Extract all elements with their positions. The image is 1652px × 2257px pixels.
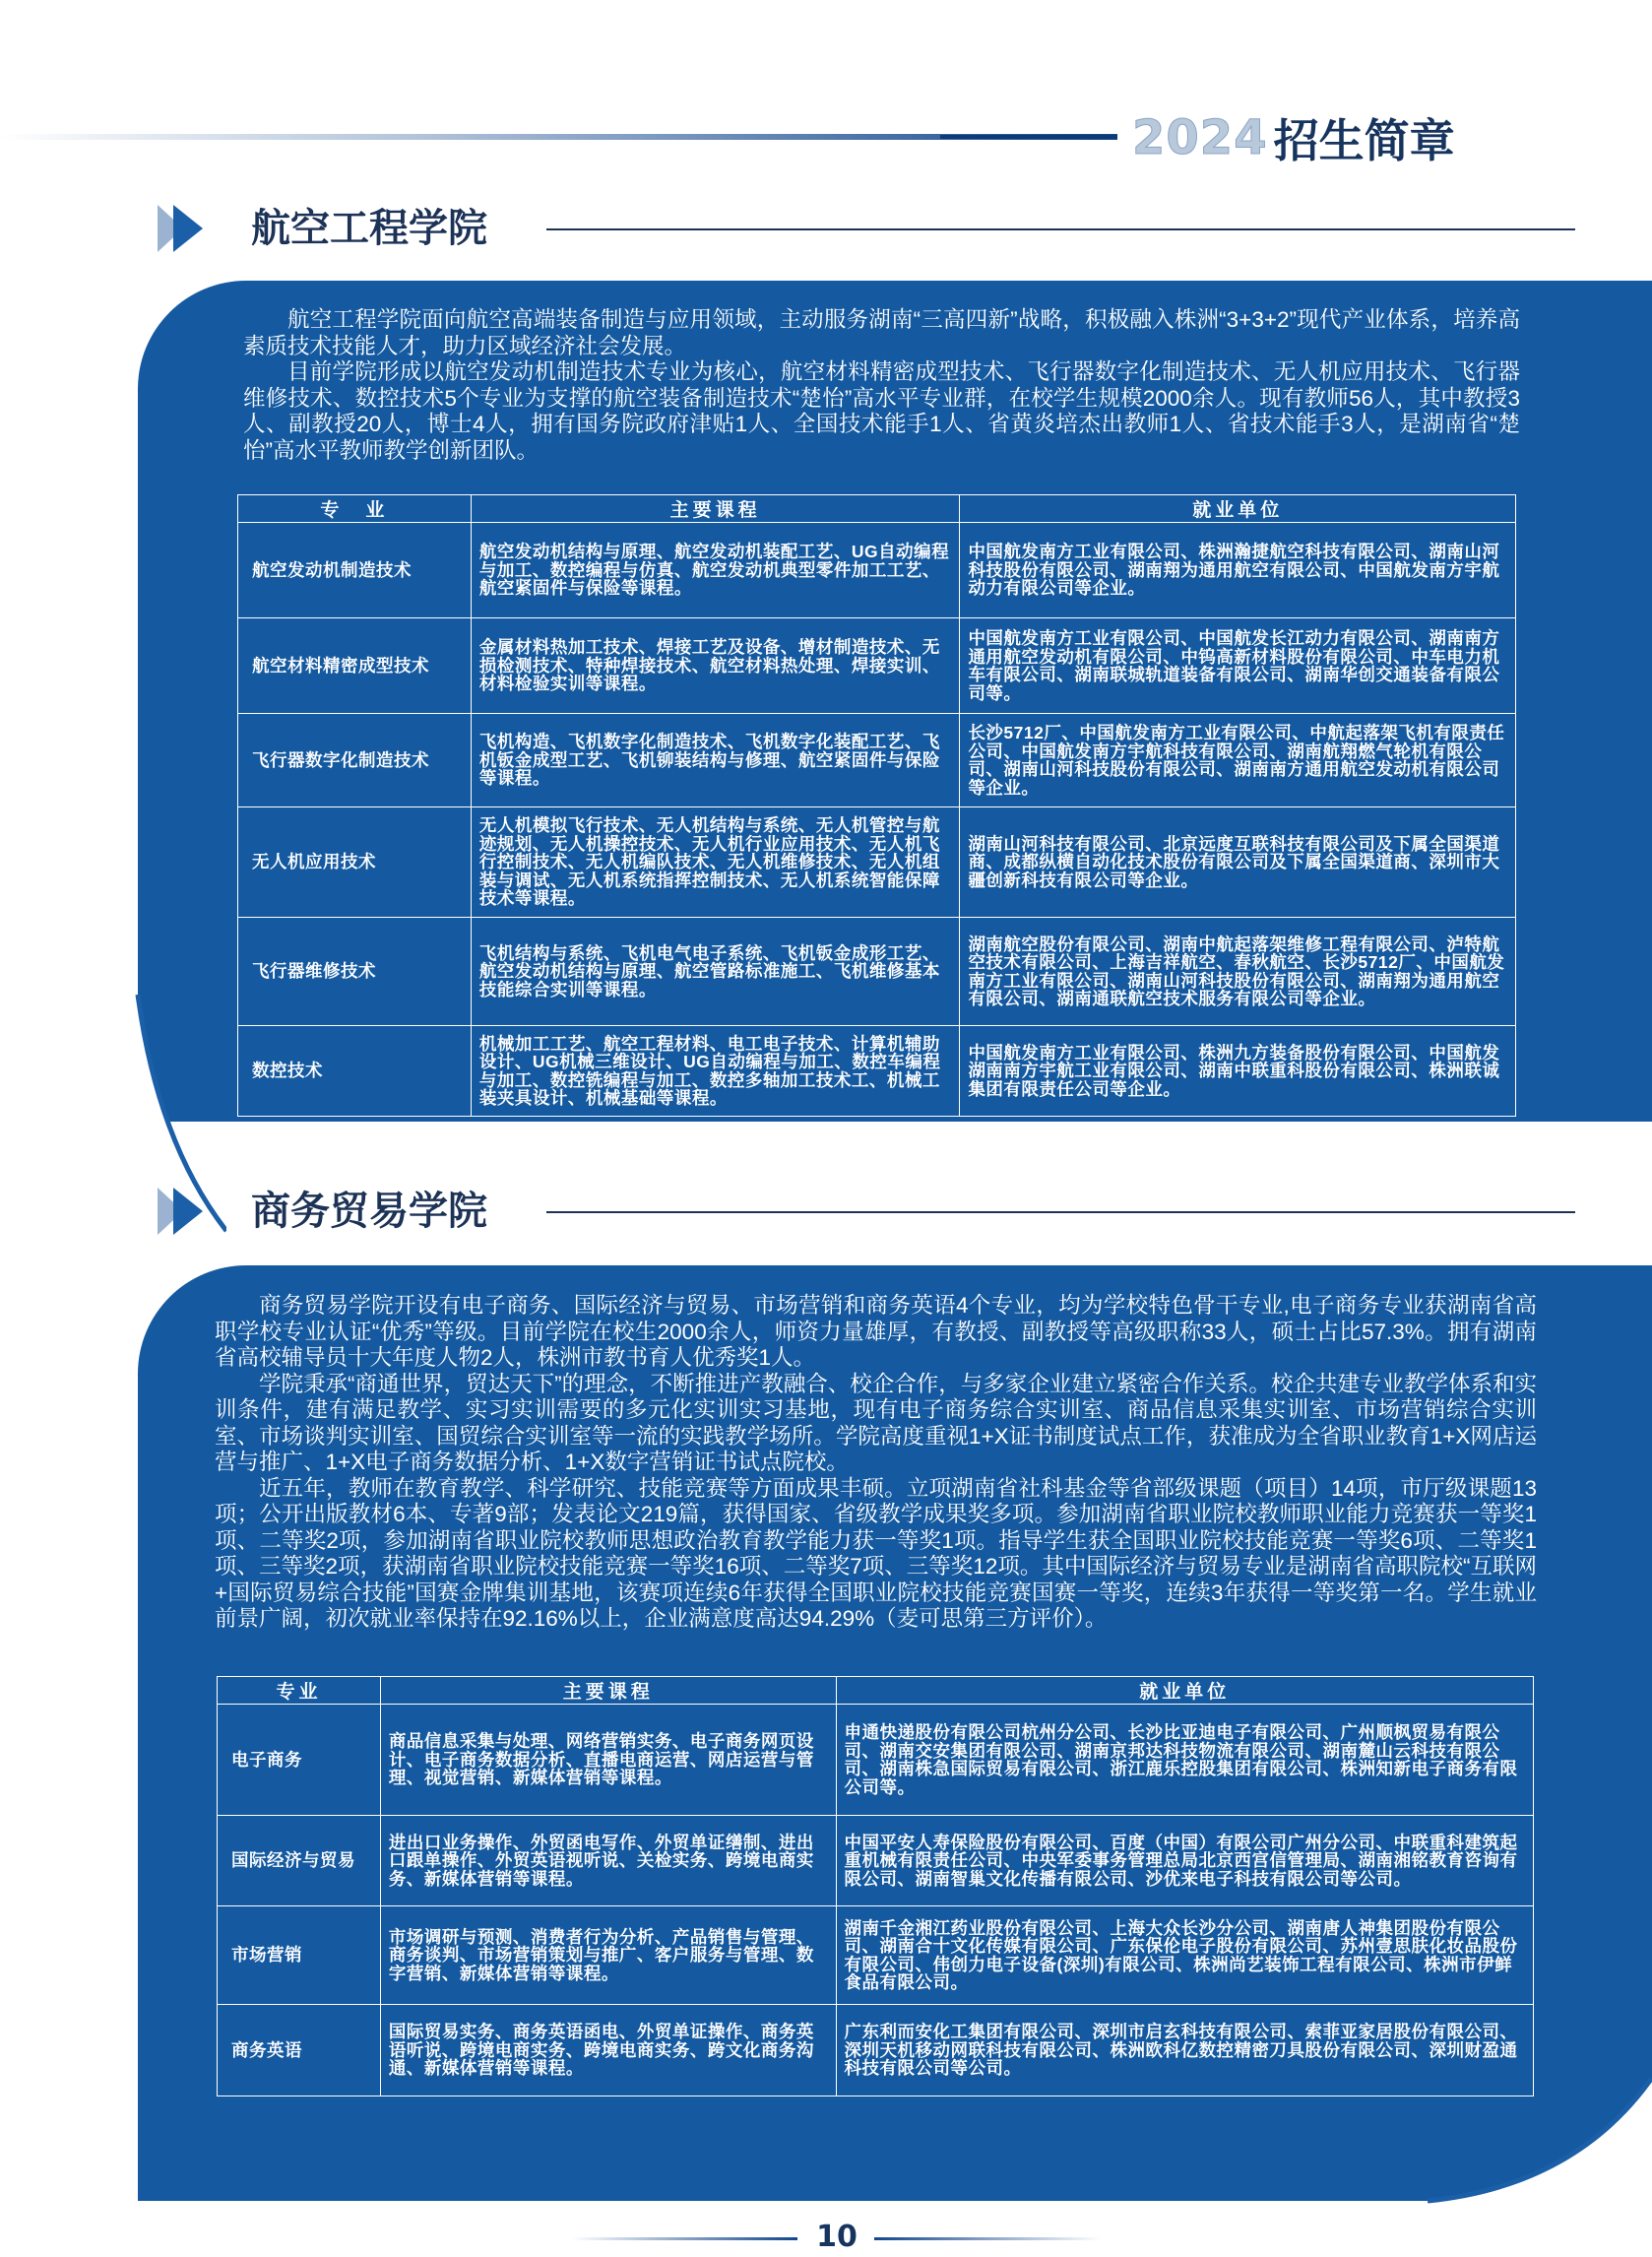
employers-cell: 湖南山河科技有限公司、北京远度互联科技有限公司及下属全国渠道商、成都纵横自动化技术股份有限公司及下属全国渠道商、深圳市大疆创新科技有限公司等企业。 [960,807,1516,918]
page-number: 10 [816,2220,858,2254]
business-table [217,1676,1534,2096]
courses-cell: 国际贸易实务、商务英语函电、外贸单证操作、商务英语听说、跨境电商实务、跨境电商实务、跨文化商务沟通、新媒体营销等课程。 [380,2005,836,2096]
courses-cell: 飞机构造、飞机数字化制造技术、飞机数字化装配工艺、飞机钣金成型工艺、飞机铆装结构与修理、航空紧固件与保险等课程。 [471,714,960,807]
table-row [238,714,1516,807]
table-row [238,918,1516,1026]
table-row [238,807,1516,918]
table-row [218,2005,1534,2096]
section-rule [546,228,1575,230]
footer-rule [571,2237,797,2240]
business-intro [215,1293,1537,1633]
table-header-row [218,1677,1534,1705]
courses-cell: 机械加工工艺、航空工程材料、电工电子技术、计算机辅助设计、UG机械三维设计、UG自动编程与加工、数控车编程与加工、数控铣编程与加工、数控多轴加工技术工、机械工装夹具设计、机械基础等课程。 [471,1026,960,1117]
employers-cell: 中国航发南方工业有限公司、株洲九方装备股份有限公司、中国航发湖南南方宇航工业有限公司、湖南中联重科股份有限公司、株洲联诚集团有限责任公司等企业。 [960,1026,1516,1117]
courses-cell: 无人机模拟飞行技术、无人机结构与系统、无人机管控与航迹规划、无人机操控技术、无人机行业应用技术、无人机飞行控制技术、无人机编队技术、无人机维修技术、无人机组装与调试、无人机系统指挥控制技术、无人机系统智能保障技术等课程。 [471,807,960,918]
table-row [218,1816,1534,1906]
courses-cell: 航空发动机结构与原理、航空发动机装配工艺、UG自动编程与加工、数控编程与仿真、航空发动机典型零件加工工艺、航空紧固件与保险等课程。 [471,523,960,618]
intro-paragraph: 航空工程学院面向航空高端装备制造与应用领域，主动服务湖南“三高四新”战略，积极融入株洲“3+3+2”现代产业体系，培养高素质技术技能人才，助力区域经济社会发展。 [243,307,1520,358]
table-row [238,618,1516,714]
employers-cell: 湖南航空股份有限公司、湖南中航起落架维修工程有限公司、泸特航空技术有限公司、上海吉祥航空、春秋航空、长沙5712厂、中国航发南方工业有限公司、湖南山河科技股份有限公司、湖南翔为通用航空有限公司、湖南通联航空技术服务有限公司等企业。 [960,918,1516,1026]
major-cell: 商务英语 [218,2005,381,2096]
courses-cell: 进出口业务操作、外贸函电写作、外贸单证缮制、进出口跟单操作、外贸英语视听说、关检实务、跨境电商实务、新媒体营销等课程。 [380,1816,836,1906]
chevron-icon [173,1188,203,1235]
table-row [238,523,1516,618]
employers-cell: 长沙5712厂、中国航发南方工业有限公司、中航起落架飞机有限责任公司、中国航发南方宇航科技有限公司、湖南航翔燃气轮机有限公司、湖南山河科技股份有限公司、湖南南方通用航空发动机有限公司等企业。 [960,714,1516,807]
courses-cell: 飞机结构与系统、飞机电气电子系统、飞机钣金成形工艺、航空发动机结构与原理、航空管路标准施工、飞机维修基本技能综合实训等课程。 [471,918,960,1026]
footer-rule [874,2237,1101,2240]
table-row [238,1026,1516,1117]
employers-cell: 湖南千金湘江药业股份有限公司、上海大众长沙分公司、湖南唐人神集团股份有限公司、湖南合十文化传媒有限公司、广东保伦电子股份有限公司、苏州壹思肤化妆品股份有限公司、伟创力电子设备(深圳)有限公司、株洲尚艺装饰工程有限公司、株洲市伊鲜食品有限公司。 [836,1906,1533,2005]
major-cell: 无人机应用技术 [238,807,472,918]
intro-paragraph: 商务贸易学院开设有电子商务、国际经济与贸易、市场营销和商务英语4个专业，均为学校特色骨干专业,电子商务专业获湖南省高职学校专业认证“优秀”等级。目前学院在校生2000余人，师资力量雄厚，有教授、副教授等高级职称33人，硕士占比57.3%。拥有湖南省高校辅导员十大年度人物2人，株洲市教书育人优秀奖1人。 [215,1293,1537,1370]
major-cell: 国际经济与贸易 [218,1816,381,1906]
section-heading-aviation [158,197,1575,266]
aviation-table [237,494,1516,1117]
section-title: 商务贸易学院 [251,1189,487,1234]
section-title: 航空工程学院 [251,206,487,251]
aviation-intro [243,307,1520,464]
major-cell: 航空材料精密成型技术 [238,618,472,714]
employers-cell: 中国平安人寿保险股份有限公司、百度（中国）有限公司广州分公司、中联重科建筑起重机械有限责任公司、中央军委事务管理总局北京西宫信管理局、湖南湘铭教育咨询有限公司、湖南智巢文化传播有限公司、沙优来电子科技有限公司等公司。 [836,1816,1533,1906]
header-courses: 主要课程 [380,1677,836,1705]
header-rule-accent [940,135,1117,139]
intro-paragraph: 目前学院形成以航空发动机制造技术专业为核心，航空材料精密成型技术、飞行器数字化制造技术、无人机应用技术、飞行器维修技术、数控技术5个专业为支撑的航空装备制造技术“楚怡”高水平专业群，在校学生规模2000余人。现有教师56人，其中教授3人、副教授20人，博士4人，拥有国务院政府津贴1人、全国技术能手1人、省黄炎培杰出教师1人、省技术能手3人，是湖南省“楚怡”高水平教师教学创新团队。 [243,359,1520,463]
header-year: 2024 [1132,110,1268,165]
major-cell: 电子商务 [218,1705,381,1816]
courses-cell: 市场调研与预测、消费者行为分析、产品销售与管理、商务谈判、市场营销策划与推广、客户服务与管理、数字营销、新媒体营销等课程。 [380,1906,836,2005]
employers-cell: 广东利而安化工集团有限公司、深圳市启玄科技有限公司、索菲亚家居股份有限公司、深圳天机移动网联科技有限公司、株洲欧科亿数控精密刀具股份有限公司、深圳财盈通科技有限公司等公司。 [836,2005,1533,2096]
table-header-row [238,495,1516,523]
section-heading-business [158,1180,1575,1249]
intro-paragraph: 近五年，教师在教育教学、科学研究、技能竞赛等方面成果丰硕。立项湖南省社科基金等省部级课题（项目）14项，市厅级课题13项；公开出版教材6本、专著9部；发表论文219篇，获得国家、省级教学成果奖多项。参加湖南省职业院校教师职业能力竞赛获一等奖1项、二等奖2项，参加湖南省职业院校教师思想政治教育教学能力获一等奖1项。指导学生获全国职业院校技能竞赛一等奖6项、二等奖1项、三等奖2项，获湖南省职业院校技能竞赛一等奖16项、二等奖7项、三等奖12项。其中国际经济与贸易专业是湖南省高职院校“互联网+国际贸易综合技能”国赛金牌集训基地，该赛项连续6年获得全国职业院校技能竞赛国赛一等奖，连续3年获得一等奖第一名。学生就业前景广阔，初次就业率保持在92.16%以上，企业满意度高达94.29%（麦可思第三方评价）。 [215,1475,1537,1631]
major-cell: 飞行器维修技术 [238,918,472,1026]
major-cell: 航空发动机制造技术 [238,523,472,618]
major-cell: 飞行器数字化制造技术 [238,714,472,807]
table-row [218,1705,1534,1816]
header-major: 专 业 [238,495,472,523]
header-employers: 就业单位 [836,1677,1533,1705]
courses-cell: 商品信息采集与处理、网络营销实务、电子商务网页设计、电子商务数据分析、直播电商运营、网店运营与管理、视觉营销、新媒体营销等课程。 [380,1705,836,1816]
chevron-icon [173,205,203,252]
header-employers: 就业单位 [960,495,1516,523]
header-brochure-title: 招生简章 [1273,114,1455,167]
header-title [1132,102,1455,173]
employers-cell: 申通快递股份有限公司杭州分公司、长沙比亚迪电子有限公司、广州顺枫贸易有限公司、湖南交安集团有限公司、湖南京邦达科技物流有限公司、湖南麓山云科技有限公司、湖南株急国际贸易有限公司、浙江鹿乐控股集团有限公司、株洲知新电子商务有限公司等。 [836,1705,1533,1816]
employers-cell: 中国航发南方工业有限公司、中国航发长江动力有限公司、湖南南方通用航空发动机有限公司、中钨高新材料股份有限公司、中车电力机车有限公司、湖南联城轨道装备有限公司、湖南华创交通装备有限公司等。 [960,618,1516,714]
major-cell: 数控技术 [238,1026,472,1117]
major-cell: 市场营销 [218,1906,381,2005]
intro-paragraph: 学院秉承“商通世界，贸达天下”的理念，不断推进产教融合、校企合作，与多家企业建立紧密合作关系。校企共建专业教学体系和实训条件，建有满足教学、实习实训需要的多元化实训实习基地，现有电子商务综合实训室、商品信息采集实训室、市场营销综合实训室、市场谈判实训室、国贸综合实训室等一流的实践教学场所。学院高度重视1+X证书制度试点工作，获准成为全省职业教育1+X网店运营与推广、1+X电子商务数据分析、1+X数字营销证书试点院校。 [215,1371,1537,1474]
table-row [218,1906,1534,2005]
header-courses: 主要课程 [471,495,960,523]
section-rule [546,1211,1575,1213]
employers-cell: 中国航发南方工业有限公司、株洲瀚捷航空科技有限公司、湖南山河科技股份有限公司、湖南翔为通用航空有限公司、中国航发南方宇航动力有限公司等企业。 [960,523,1516,618]
courses-cell: 金属材料热加工技术、焊接工艺及设备、增材制造技术、无损检测技术、特种焊接技术、航空材料热处理、焊接实训、材料检验实训等课程。 [471,618,960,714]
header-major: 专业 [218,1677,381,1705]
